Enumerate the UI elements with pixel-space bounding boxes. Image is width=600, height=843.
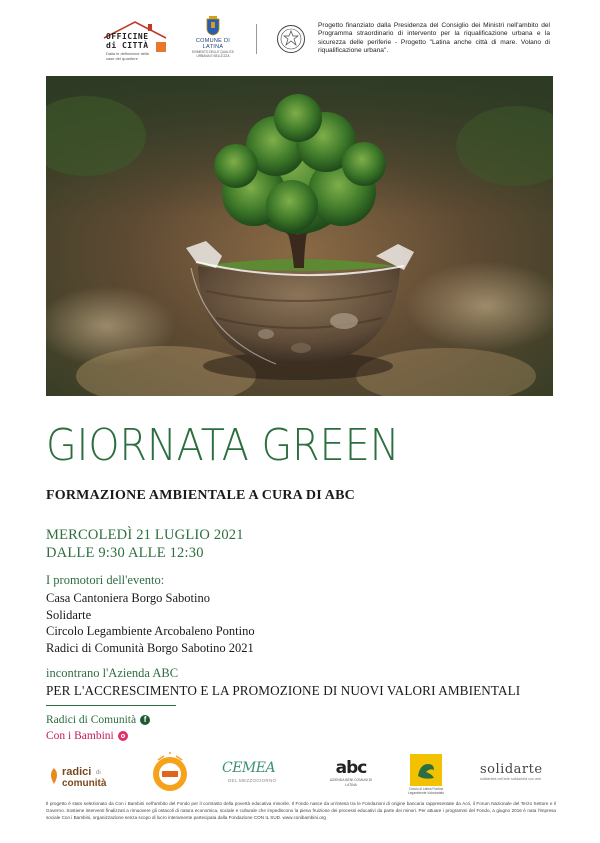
officine-logo-line1: OFFICINE <box>106 32 149 41</box>
social-links <box>46 712 150 744</box>
promoter-item: Casa Cantoniera Borgo Sabotino <box>46 591 210 605</box>
tree-in-glass-sphere-photo <box>46 76 553 396</box>
promoters-heading: I promotori dell'evento: <box>46 573 165 587</box>
instagram-label: Con i Bambini <box>46 730 114 742</box>
promoter-item: Solidarte <box>46 607 92 622</box>
abc-name: abc <box>335 758 367 778</box>
government-seal-icon <box>276 24 306 54</box>
radici-word3: comunità <box>62 778 107 789</box>
officine-logo-tagline: Dalla le definizione delle case del quartiere <box>106 51 150 61</box>
solidarte-name: solidarte <box>480 762 543 777</box>
cemea-sub: DEL MEZZOGIORNO <box>228 778 277 783</box>
partner-logos <box>40 752 560 800</box>
promoter-item: Circolo Legambiente Arcobaleno Pontino <box>46 624 255 639</box>
city-crest-icon <box>206 16 220 36</box>
facebook-icon: f <box>140 715 150 725</box>
abc-logo <box>324 758 378 792</box>
event-time: DALLE 9:30 ALLE 12:30 <box>46 545 204 561</box>
event-title: GIORNATA GREEN <box>46 420 400 471</box>
radici-word1: radici <box>62 766 92 778</box>
promoters-list <box>46 590 255 656</box>
header <box>0 14 600 70</box>
instagram-link[interactable] <box>46 728 150 744</box>
promoter-item: Radici di Comunità Borgo Sabotino 2021 <box>46 640 254 655</box>
tree-in-glass-sphere-icon <box>46 76 553 396</box>
legambiente-logo <box>406 754 446 794</box>
comune-di-latina-logo <box>186 16 240 66</box>
officine-logo-line2: di CITTÀ <box>106 41 149 50</box>
green-divider <box>46 705 176 706</box>
orange-square-icon <box>156 42 166 52</box>
radici-word2: di <box>96 770 101 776</box>
comune-subtitle: SVIMENTO DELLE QUALITA' URBANA E BELLEZZA <box>191 50 235 58</box>
legambiente-yellow-box <box>410 754 442 786</box>
radici-di-comunita-logo <box>48 760 118 792</box>
cemea-logo <box>222 760 290 790</box>
legambiente-sub: Circolo di Latina Pontino Legambiente Volontariato <box>407 787 445 795</box>
event-datetime <box>46 526 244 562</box>
officine-di-citta-logo <box>100 20 170 64</box>
leaf-icon <box>48 768 60 784</box>
instagram-icon <box>118 731 128 741</box>
facebook-link[interactable] <box>46 712 150 728</box>
solidarte-logo <box>480 762 556 790</box>
footnote: Il progetto è stato selezionato da Con i Bambini nell'ambito del Fondo per il contrasto della povertà educativa minorile. Il Fondo nasce da un'intesa tra le Fondazioni di origine bancaria rappresentate da Acri, il Forum Nazionale del Terzo Settore e il Governo. Sostiene interventi finalizzati a rimuovere gli ostacoli di natura economica, sociale e culturale che impediscono la piena fruizione dei processi educativi da parte dei minori. Per attuare i programmi del Fondo, a giugno 2016 è nata l'impresa sociale Con i Bambini, organizzazione senza scopo di lucro interamente partecipata dalla Fondazione CON IL SUD. www.conibambini.org <box>46 801 556 820</box>
solidarte-sub: solidarietà nell'arte solidarietà con arte <box>480 777 542 781</box>
casa-cantoniera-logo-icon <box>150 752 190 796</box>
event-date: MERCOLEDÌ 21 LUGLIO 2021 <box>46 527 244 543</box>
comune-name: COMUNE DI LATINA <box>195 38 231 50</box>
event-subtitle: FORMAZIONE AMBIENTALE A CURA DI ABC <box>46 488 355 503</box>
meeting-intro: incontrano l'Azienda ABC <box>46 666 179 680</box>
funding-statement: Progetto finanziato dalla Presidenza del Consiglio dei Ministri nell'ambito del Programma straordinario di intervento per la riqualificazione urbana e la sicurezza delle periferie - Progetto "Latina anche città di mare. Volano di riqualificazione urbana". <box>318 22 550 55</box>
swan-icon <box>410 754 442 786</box>
facebook-label: Radici di Comunità <box>46 714 137 726</box>
meeting-purpose: PER L'ACCRESCIMENTO E LA PROMOZIONE DI NUOVI VALORI AMBIENTALI <box>46 683 521 698</box>
cemea-name: CEMEA <box>222 760 276 776</box>
header-divider <box>256 24 257 54</box>
abc-sub: AZIENDA BENI COMUNI DI LATINA <box>329 778 373 787</box>
